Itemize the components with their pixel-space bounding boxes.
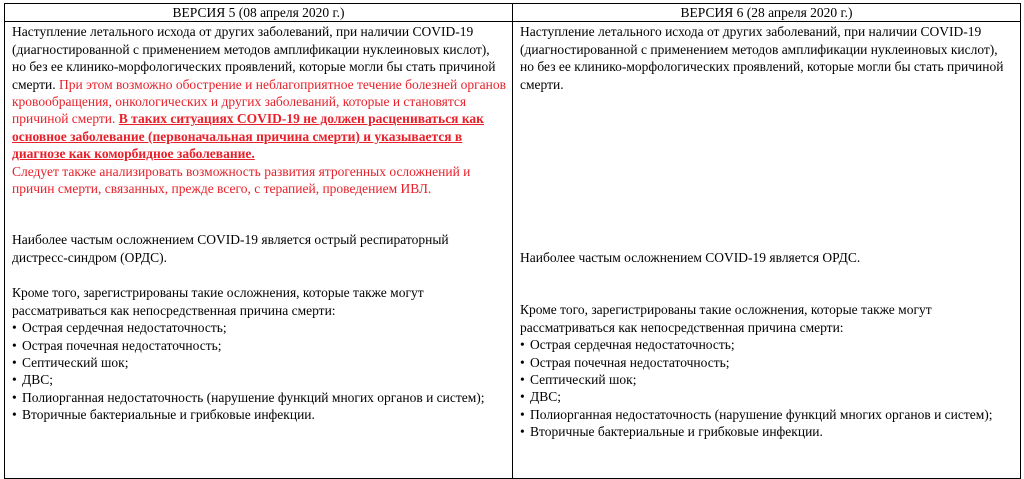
- v5-intro-red-bold-text: В таких ситуациях COVID-19 не должен расцениваться как основное заболевание (первоначальная причина смерти) и указывается в диагнозе как коморбидное заболевание.: [12, 111, 484, 162]
- list-item: • Полиорганная недостаточность (нарушение функций многих органов и систем);: [12, 389, 485, 405]
- version-5-cell: [5, 22, 513, 479]
- v5-intro-red-text: При этом возможно обострение и неблагоприятное течение болезней органов кровообращения, онкологических и других заболеваний, которые и становятся причиной смерти.: [12, 76, 506, 127]
- v5-complications-list: [12, 319, 507, 423]
- version-comparison-table: [4, 3, 1021, 479]
- list-item: • Острая почечная недостаточность;: [520, 354, 730, 370]
- header-row: [5, 4, 1021, 22]
- v5-complication-text: Наиболее частым осложнением COVID-19 является острый респираторный дистресс-синдром (ОРДС).: [12, 232, 449, 265]
- list-item: • Вторичные бактериальные и грибковые инфекции.: [12, 407, 315, 423]
- v6-complications-list: [520, 336, 1015, 440]
- bullet-icon: •: [12, 372, 17, 388]
- v6-intro-paragraph: Наступление летального исхода от других заболеваний, при наличии COVID-19 (диагностированной с применением методов амплификации нуклеиновых кислот), но без ее клинико-морфологических проявлений, которые могли бы стать причиной смерти.: [520, 24, 1004, 92]
- bullet-icon: •: [520, 389, 525, 405]
- list-item: • Острая почечная недостаточность;: [12, 337, 222, 353]
- version-6-cell: [513, 22, 1021, 479]
- list-item: • Полиорганная недостаточность (нарушение функций многих органов и систем);: [520, 406, 993, 422]
- bullet-icon: •: [520, 424, 525, 440]
- list-item: • Острая сердечная недостаточность;: [12, 320, 227, 336]
- v6-complication-text: Наиболее частым осложнением COVID-19 является ОРДС.: [520, 250, 861, 266]
- bullet-icon: •: [520, 372, 525, 388]
- list-item: • ДВС;: [520, 389, 561, 405]
- header-version-5: ВЕРСИЯ 5 (08 апреля 2020 г.): [5, 4, 513, 22]
- bullet-icon: •: [520, 337, 525, 353]
- content-row: [5, 22, 1021, 479]
- list-item: • ДВС;: [12, 372, 53, 388]
- bullet-icon: •: [12, 354, 17, 370]
- v6-also-intro-text: Кроме того, зарегистрированы такие осложнения, которые также могут рассматриваться как непосредственная причина смерти:: [520, 302, 932, 335]
- v5-also-intro-text: Кроме того, зарегистрированы такие осложнения, которые также могут рассматриваться как непосредственная причина смерти:: [12, 285, 424, 318]
- v5-intro-paragraph: [12, 23, 507, 197]
- header-version-6: ВЕРСИЯ 6 (28 апреля 2020 г.): [513, 4, 1021, 22]
- bullet-icon: •: [12, 337, 17, 353]
- bullet-icon: •: [12, 407, 17, 423]
- list-item: • Септический шок;: [12, 354, 129, 370]
- list-item: • Вторичные бактериальные и грибковые инфекции.: [520, 424, 823, 440]
- bullet-icon: •: [12, 389, 17, 405]
- bullet-icon: •: [520, 354, 525, 370]
- list-item: • Септический шок;: [520, 372, 637, 388]
- bullet-icon: •: [12, 320, 17, 336]
- v5-iatrogenic-text: Следует также анализировать возможность развития ятрогенных осложнений и причин смерти, связанных, прежде всего, с терапией, проведением ИВЛ.: [12, 163, 471, 197]
- v5-intro-text: Наступление летального исхода от других заболеваний, при наличии COVID-19 (диагностированной с применением методов амплификации нуклеиновых кислот), но без ее клинико-морфологических проявлений, которые могли бы стать причиной смерти.: [12, 24, 496, 92]
- list-item: • Острая сердечная недостаточность;: [520, 337, 735, 353]
- bullet-icon: •: [520, 406, 525, 422]
